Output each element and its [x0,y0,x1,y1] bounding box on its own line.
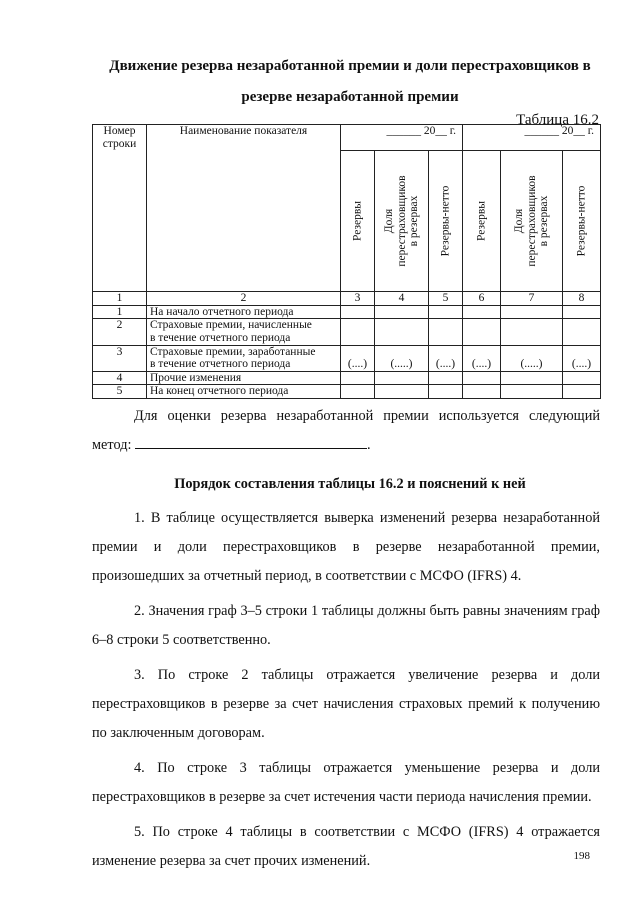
table-label: Таблица 16.2 [516,112,599,128]
table-cell [341,371,375,385]
table-cell [501,305,563,319]
subheader-reserves-2: Резервы [463,151,501,292]
row-indicator-name: Прочие изменения [147,371,341,385]
table-row [93,305,601,319]
table-cell [563,371,601,385]
subheader-net-reserves-2: Резервы-нетто [563,151,601,292]
table-cell [501,319,563,345]
column-number: 6 [463,292,501,306]
table-cell [429,371,463,385]
column-number: 8 [563,292,601,306]
method-blank-line [135,434,367,449]
table-cell [341,385,375,399]
column-number: 2 [147,292,341,306]
table-cell: (.....) [501,345,563,371]
table-cell [429,305,463,319]
table-cell [341,305,375,319]
subheader-reinsurer-share-2: Доля перестраховщиков в резервах [501,151,563,292]
header-period-1: ______ 20__ г. [341,125,463,151]
row-number: 3 [93,345,147,371]
paragraph: 4. По строке 3 таблицы отражается уменьшение резерва и доли перестраховщиков в резерве за счет истечения части периода начисления премии. [92,760,600,805]
subheader-reserves-1: Резервы [341,151,375,292]
paragraph: 5. По строке 4 таблицы в соответствии с МСФО (IFRS) 4 отражается изменение резерва за счет прочих изменений. [92,824,600,869]
table-cell [375,319,429,345]
reserve-table [92,124,601,399]
title-line-1: Движение резерва незаработанной премии и доли перестраховщиков в [109,58,591,74]
table-cell [563,305,601,319]
table-cell [375,305,429,319]
table-cell [463,305,501,319]
paragraph: 3. По строке 2 таблицы отражается увеличение резерва и доли перестраховщиков в резерве за счет начисления страховых премий к получению по заключенным договорам. [92,667,600,741]
table-cell [463,371,501,385]
row-number: 5 [93,385,147,399]
row-indicator-name: Страховые премии, заработанные в течение отчетного периода [147,345,341,371]
column-number: 3 [341,292,375,306]
column-number-row [93,292,601,306]
row-indicator-name: На начало отчетного периода [147,305,341,319]
title-line-2: резерве незаработанной премии [241,89,459,105]
instructions-body [92,504,600,876]
row-indicator-name: На конец отчетного периода [147,385,341,399]
paragraph: 2. Значения граф 3–5 строки 1 таблицы должны быть равны значениям граф 6–8 строки 5 соответственно. [92,603,600,648]
table-cell: (....) [463,345,501,371]
paragraph: 1. В таблице осуществляется выверка изменений резерва незаработанной премии и доли перестраховщиков в резерве незаработанной премии, произошедших за отчетный период, в соответствии с МСФО (IFRS) 4. [92,510,600,584]
table-cell [563,385,601,399]
row-number: 1 [93,305,147,319]
table-cell [463,319,501,345]
row-number: 4 [93,371,147,385]
table-cell [429,319,463,345]
table-cell: (....) [429,345,463,371]
subheader-reinsurer-share-1: Доля перестраховщиков в резервах [375,151,429,292]
header-row-number: Номер строки [93,125,147,292]
section-heading: Порядок составления таблицы 16.2 и пояснений к ней [174,476,526,492]
table-cell [501,385,563,399]
table-row [93,319,601,345]
page-number: 198 [573,850,590,862]
table-cell [563,319,601,345]
table-cell [375,371,429,385]
method-paragraph: Для оценки резерва незаработанной премии используется следующий метод: . [92,408,600,453]
row-number: 2 [93,319,147,345]
table-row [93,345,601,371]
row-indicator-name: Страховые премии, начисленные в течение отчетного периода [147,319,341,345]
subheader-net-reserves-1: Резервы-нетто [429,151,463,292]
table-cell: (.....) [375,345,429,371]
column-number: 1 [93,292,147,306]
column-number: 7 [501,292,563,306]
table-cell [463,385,501,399]
column-number: 4 [375,292,429,306]
table-cell [341,319,375,345]
table-cell [375,385,429,399]
table-cell: (....) [341,345,375,371]
header-indicator-name: Наименование показателя [147,125,341,292]
column-number: 5 [429,292,463,306]
table-cell [501,371,563,385]
header-period-2: ______ 20__ г. [463,125,601,151]
table-cell: (....) [563,345,601,371]
table-row [93,385,601,399]
table-cell [429,385,463,399]
table-row [93,371,601,385]
